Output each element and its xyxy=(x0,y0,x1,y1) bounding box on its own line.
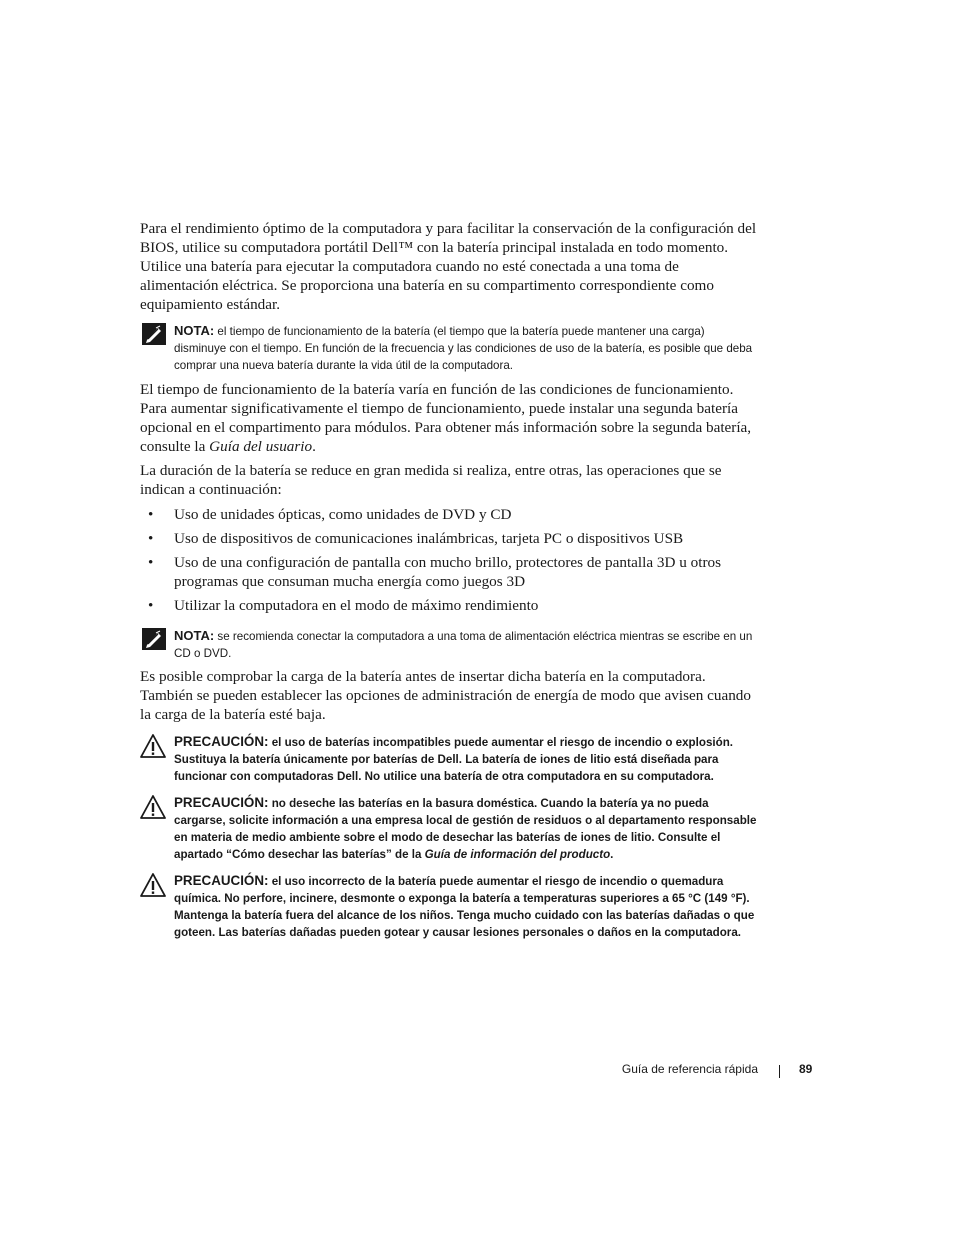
note-battery-lifetime xyxy=(140,322,760,374)
list-item-text: Uso de dispositivos de comunicaciones inalámbricas, tarjeta PC o dispositivos USB xyxy=(174,530,684,547)
caution-text: no deseche las baterías en la basura doméstica. Cuando la batería ya no pueda cargarse, solicite información a una empresa local de gestión de residuos o al departamento responsable en materia de medio ambiente sobre el modo de desechar las baterías de iones de litio. Consulte el apartado “Cómo desechar las baterías” de la xyxy=(174,797,757,861)
warning-triangle-icon xyxy=(140,873,166,897)
footer-divider xyxy=(779,1065,780,1078)
note-pencil-icon xyxy=(142,323,166,345)
bullet-dot: • xyxy=(148,554,154,571)
caution-text-end: . xyxy=(610,848,614,861)
runtime-paragraph xyxy=(140,380,760,456)
note-text: el tiempo de funcionamiento de la batería (el tiempo que la batería puede mantener una carga) disminuye con el tiempo. En función de la frecuencia y las condiciones de uso de la batería, es posible que deba comprar una nueva batería durante la vida útil de la computadora. xyxy=(174,325,753,372)
note-cd-dvd xyxy=(140,627,760,662)
bullet-dot: • xyxy=(148,530,154,547)
page-footer xyxy=(560,1062,820,1082)
charge-check-paragraph: Es posible comprobar la carga de la batería antes de insertar dicha batería en la computadora. También se pueden establecer las opciones de administración de energía de modo que avisen cuando la carga de la batería esté baja. xyxy=(140,668,751,723)
list-item xyxy=(140,529,760,548)
user-guide-reference: Guía del usuario xyxy=(209,438,313,455)
caution-disposal xyxy=(140,794,760,863)
list-item-text: Uso de una configuración de pantalla con mucho brillo, protectores de pantalla 3D u otros programas que consuman mucha energía como juegos 3D xyxy=(174,554,722,590)
footer-title: Guía de referencia rápida xyxy=(621,1062,758,1076)
duration-paragraph: La duración de la batería se reduce en gran medida si realiza, entre otras, las operaciones que se indican a continuación: xyxy=(140,462,722,498)
bullet-dot: • xyxy=(148,506,154,523)
note-label: NOTA: xyxy=(174,323,215,338)
product-info-guide-reference: Guía de información del producto xyxy=(424,848,611,861)
caution-label: PRECAUCIÓN: xyxy=(174,873,269,888)
caution-label: PRECAUCIÓN: xyxy=(174,795,269,810)
caution-text: el uso de baterías incompatibles puede aumentar el riesgo de incendio o explosión. Sustituya la batería únicamente por baterías de Dell. La batería de iones de litio está diseñada para funcionar con computadoras Dell. No utilice una batería de otra computadora en su computadora. xyxy=(174,736,733,783)
list-item-text: Uso de unidades ópticas, como unidades de DVD y CD xyxy=(174,506,512,523)
list-item xyxy=(140,553,760,591)
caution-label: PRECAUCIÓN: xyxy=(174,734,269,749)
caution-incompatible-batteries xyxy=(140,733,760,785)
runtime-text-end: . xyxy=(312,438,316,455)
note-label: NOTA: xyxy=(174,628,215,643)
runtime-text: El tiempo de funcionamiento de la batería varía en función de las condiciones de funcionamiento. Para aumentar significativamente el tiempo de funcionamiento, puede instalar una segunda batería opcional en el compartimento para módulos. Para obtener más información sobre la segunda batería, consulte la xyxy=(140,381,752,455)
warning-triangle-icon xyxy=(140,795,166,819)
page-number: 89 xyxy=(799,1062,813,1076)
note-pencil-icon xyxy=(142,628,166,650)
list-item xyxy=(140,505,760,524)
note-text: se recomienda conectar la computadora a una toma de alimentación eléctrica mientras se escribe en un CD o DVD. xyxy=(174,630,753,660)
operations-list xyxy=(140,505,760,615)
intro-paragraph: Para el rendimiento óptimo de la computadora y para facilitar la conservación de la configuración del BIOS, utilice su computadora portátil Dell™ con la batería principal instalada en todo momento. Utilice una batería para ejecutar la computadora cuando no esté conectada a una toma de alimentación eléctrica. Se proporciona una batería en su compartimento correspondiente como equipamiento estándar. xyxy=(140,220,757,313)
list-item-text: Utilizar la computadora en el modo de máximo rendimiento xyxy=(174,597,539,614)
caution-text: el uso incorrecto de la batería puede aumentar el riesgo de incendio o quemadura química. No perfore, incinere, desmonte o exponga la batería a temperaturas superiores a 65 °C (149 °F). Mantenga la batería fuera del alcance de los niños. Tenga mucho cuidado con las baterías dañadas o que goteen. Las baterías dañadas pueden gotear y causar lesiones personales o daños en la computadora. xyxy=(174,875,755,939)
caution-misuse xyxy=(140,872,760,941)
warning-triangle-icon xyxy=(140,734,166,758)
list-item xyxy=(140,596,760,615)
bullet-dot: • xyxy=(148,597,154,614)
